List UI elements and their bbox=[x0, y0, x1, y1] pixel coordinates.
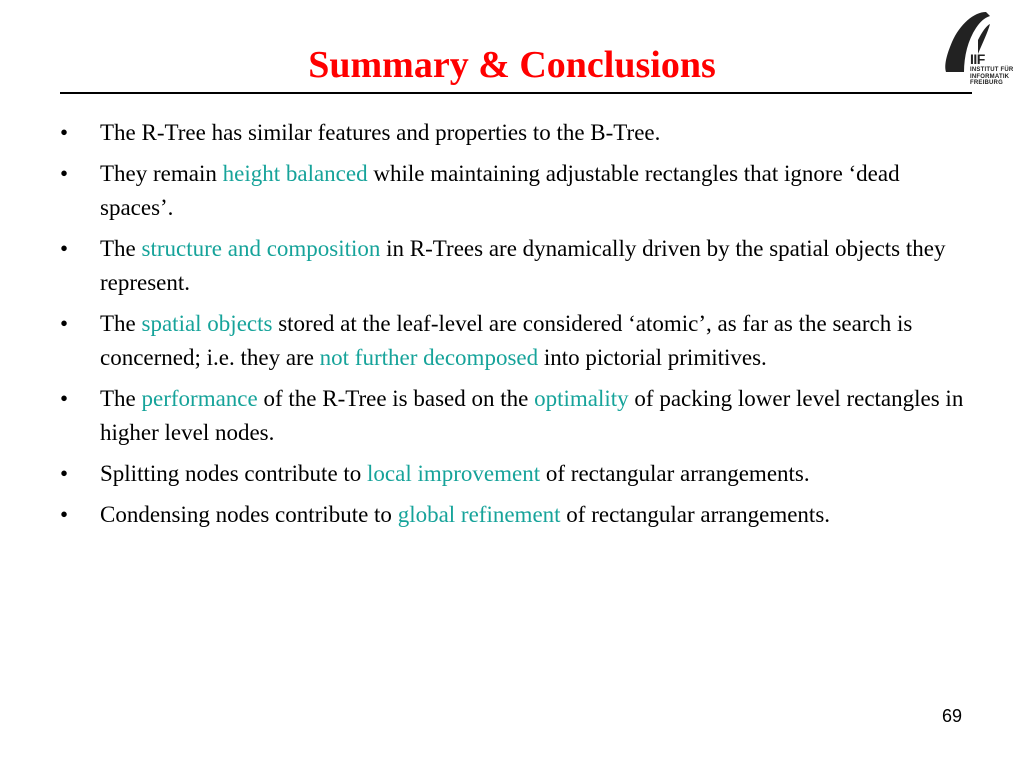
bullet-icon: • bbox=[60, 502, 69, 527]
bullet-icon: • bbox=[60, 236, 69, 261]
iif-logo bbox=[938, 10, 1018, 92]
bullet-icon: • bbox=[60, 120, 69, 145]
slide-title: Summary & Conclusions bbox=[308, 44, 716, 86]
bullet-text: Splitting nodes contribute to bbox=[100, 461, 368, 486]
bullet-text: The bbox=[100, 236, 142, 261]
bullet-icon: • bbox=[60, 161, 69, 186]
bullet-icon: • bbox=[60, 461, 69, 486]
highlighted-term: local improvement bbox=[367, 461, 541, 486]
bullet-item bbox=[60, 382, 970, 450]
logo-line: INFORMATIK bbox=[970, 73, 1010, 80]
bullet-text: Condensing nodes contribute to bbox=[100, 502, 398, 527]
highlighted-term: spatial objects bbox=[141, 311, 273, 336]
logo-abbr: IIF bbox=[970, 51, 985, 67]
bullet-list bbox=[60, 116, 970, 539]
bullet-icon: • bbox=[60, 386, 69, 411]
highlighted-term: optimality bbox=[534, 386, 629, 411]
bullet-text: into pictorial primitives. bbox=[538, 345, 767, 370]
logo-text bbox=[970, 67, 1013, 87]
bullet-icon: • bbox=[60, 311, 69, 336]
bullet-text: of packing lower level rectangles in higher level nodes. bbox=[100, 386, 964, 445]
highlighted-term: performance bbox=[141, 386, 258, 411]
logo-line: FREIBURG bbox=[970, 80, 1003, 86]
logo-line: INSTITUT FÜR bbox=[970, 67, 1014, 73]
highlighted-term: not further decomposed bbox=[319, 345, 539, 370]
bullet-text: of rectangular arrangements. bbox=[560, 502, 831, 527]
bullet-text: of rectangular arrangements. bbox=[540, 461, 810, 486]
highlighted-term: structure and composition bbox=[141, 236, 381, 261]
highlighted-term: height balanced bbox=[222, 161, 368, 186]
highlighted-term: global refinement bbox=[397, 502, 561, 527]
bullet-text: The bbox=[100, 311, 142, 336]
bullet-text: stored at the leaf-level are considered ‘atomic’, as far as the search is concerned; i.e. they are bbox=[100, 311, 913, 370]
bullet-text: The bbox=[100, 386, 142, 411]
bullet-item bbox=[60, 157, 970, 225]
bullet-item bbox=[60, 307, 970, 375]
title-divider bbox=[60, 92, 972, 94]
page-number: 69 bbox=[941, 706, 962, 726]
bullet-item bbox=[60, 457, 970, 491]
bullet-text: of the R-Tree is based on the bbox=[257, 386, 535, 411]
bullet-text: They remain bbox=[100, 161, 223, 186]
bullet-item bbox=[60, 498, 970, 532]
bullet-item bbox=[60, 116, 970, 150]
bullet-item bbox=[60, 232, 970, 300]
bullet-text: in R-Trees are dynamically driven by the spatial objects they represent. bbox=[100, 236, 946, 295]
bullet-text: The R-Tree has similar features and properties to the B-Tree. bbox=[100, 120, 661, 145]
bullet-text: while maintaining adjustable rectangles that ignore ‘dead spaces’. bbox=[100, 161, 900, 220]
